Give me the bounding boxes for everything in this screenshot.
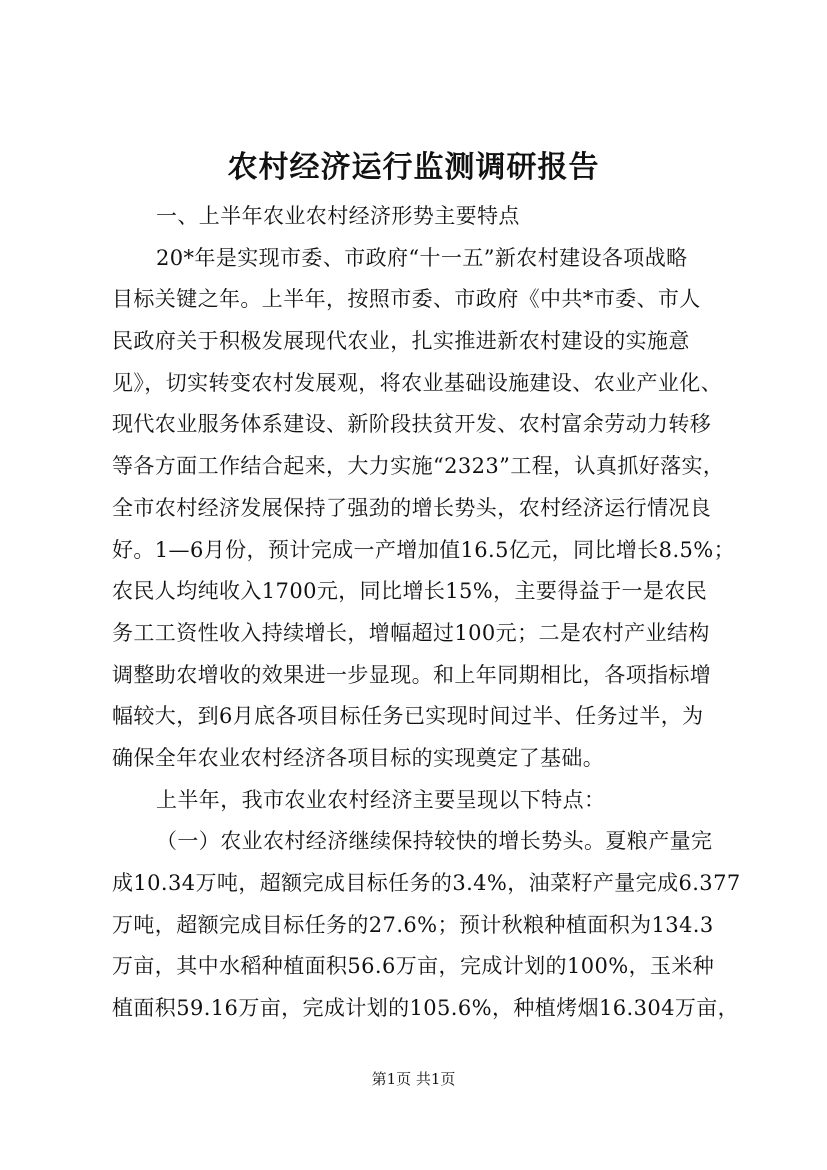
paragraph-line: 目标关键之年。上半年，按照市委、市政府《中共*市委、市人 bbox=[112, 287, 701, 312]
paragraph-line: 万亩，其中水稻种植面积56.6万亩，完成计划的100%，玉米种 bbox=[112, 954, 715, 979]
paragraph-line: 成10.34万吨，超额完成目标任务的3.4%，油菜籽产量完成6.377 bbox=[112, 871, 741, 895]
paragraph-line: 见》，切实转变农村发展观，将农业基础设施建设、农业产业化、 bbox=[112, 370, 723, 395]
paragraph-line: （一）农业农村经济继续保持较快的增长势头。夏粮产量完 bbox=[156, 829, 713, 854]
paragraph-line: 农民人均纯收入1700元，同比增长15%，主要得益于一是农民 bbox=[112, 579, 708, 604]
paragraph-line: 20*年是实现市委、市政府“十一五”新农村建设各项战略 bbox=[156, 245, 688, 270]
document-title: 农村经济运行监测调研报告 bbox=[227, 150, 600, 185]
paragraph-line: 民政府关于积极发展现代农业，扎实推进新农村建设的实施意 bbox=[112, 329, 690, 354]
paragraph-line: 植面积59.16万亩，完成计划的105.6%，种植烤烟16.304万亩， bbox=[112, 996, 740, 1021]
paragraph-line: 务工工资性收入持续增长，增幅超过100元；二是农村产业结构 bbox=[112, 620, 710, 645]
paragraph-line: 调整助农增收的效果进一步显现。和上年同期相比，各项指标增 bbox=[112, 662, 712, 687]
page-number: 第1页 共1页 bbox=[371, 1070, 456, 1088]
paragraph-line: 等各方面工作结合起来，大力实施“2323”工程，认真抓好落实， bbox=[112, 454, 725, 479]
paragraph-line: 上半年，我市农业农村经济主要呈现以下特点： bbox=[156, 787, 606, 812]
paragraph-line: 好。1—6月份，预计完成一产增加值16.5亿元，同比增长8.5%； bbox=[112, 537, 736, 562]
document-body bbox=[112, 196, 741, 1030]
paragraph-line: 全市农村经济发展保持了强劲的增长势头，农村经济运行情况良 bbox=[112, 495, 712, 520]
paragraph-line: 确保全年农业农村经济各项目标的实现奠定了基础。 bbox=[112, 745, 605, 770]
paragraph-line: 现代农业服务体系建设、新阶段扶贫开发、农村富余劳动力转移 bbox=[112, 412, 712, 437]
section-heading: 一、上半年农业农村经济形势主要特点 bbox=[156, 204, 520, 228]
paragraph-line: 幅较大，到6月底各项目标任务已实现时间过半、任务过半，为 bbox=[112, 704, 704, 729]
paragraph-line: 万吨，超额完成目标任务的27.6%；预计秋粮种植面积为134.3 bbox=[112, 912, 714, 937]
